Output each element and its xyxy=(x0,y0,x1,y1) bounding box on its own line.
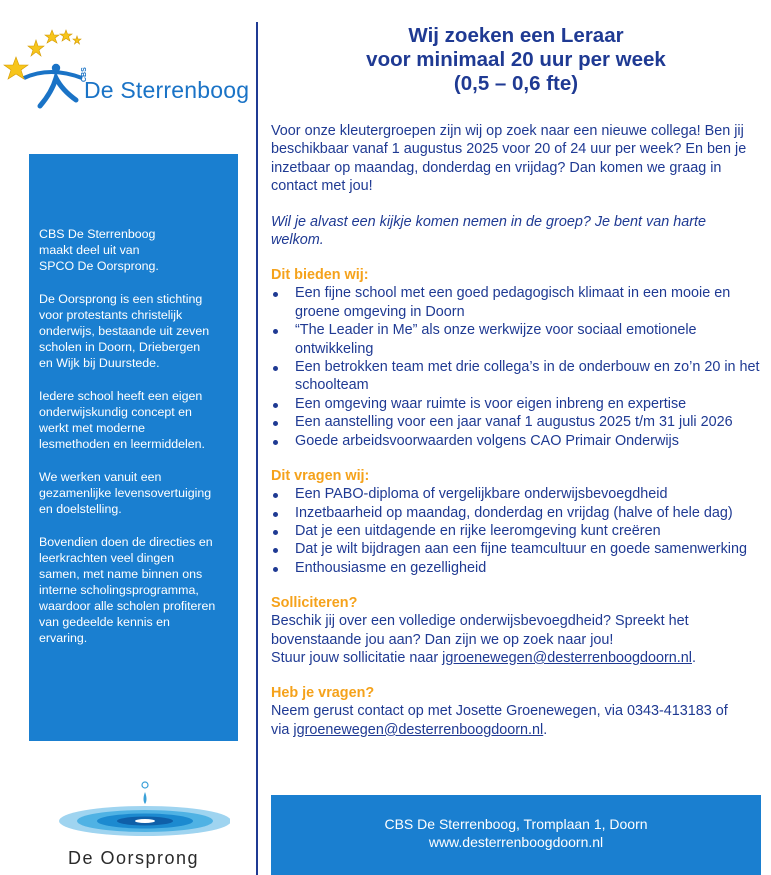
oorsprong-logo xyxy=(50,778,230,873)
logo-prefix: CBS xyxy=(81,67,88,82)
questions-line: Neem gerust contact op met Josette Groenewegen, via 0343-413183 of xyxy=(271,703,728,720)
sterrenboog-logo xyxy=(0,22,250,112)
list-item: Dat je wilt bijdragen aan een fijne teamcultuur en goede samenwerking xyxy=(271,540,761,558)
apply-line: Beschik jij over een volledige onderwijsbevoegdheid? Spreekt het xyxy=(271,613,689,630)
list-item: Een PABO-diploma of vergelijkbare onderwijsbevoegdheid xyxy=(271,485,761,503)
questions-prefix: via xyxy=(271,721,294,738)
offer-heading: Dit bieden wij: xyxy=(271,267,369,284)
main-content xyxy=(271,24,761,756)
apply-prefix: Stuur jouw sollicitatie naar xyxy=(271,649,443,666)
offer-list xyxy=(271,284,761,450)
apply-email-link[interactable]: jgroenewegen@desterrenboogdoorn.nl xyxy=(442,649,693,666)
list-item: Goede arbeidsvoorwaarden volgens CAO Primair Onderwijs xyxy=(271,432,761,450)
questions-block xyxy=(271,702,761,739)
star-icon xyxy=(28,40,44,56)
list-item: Dat je een uitdagende en rijke leeromgeving kunt creëren xyxy=(271,522,761,540)
title-line: Wij zoeken een Leraar xyxy=(408,24,624,47)
sidebar-paragraph: De Oorsprong is een stichting voor protestants christelijk onderwijs, bestaande uit zeven scholen in Doorn, Driebergen en Wijk bij Duurstede. xyxy=(39,292,210,370)
figure-head xyxy=(52,64,60,72)
list-item: Een betrokken team met drie collega’s in de onderbouw en zo’n 20 in het schoolteam xyxy=(271,358,761,395)
sidebar-paragraph: Iedere school heeft een eigen onderwijskundig concept en werkt met moderne lesmethoden en leermiddelen. xyxy=(39,389,206,451)
ask-heading: Dit vragen wij: xyxy=(271,468,370,485)
page-title xyxy=(271,24,761,96)
footer-panel xyxy=(271,795,761,875)
list-item: Een fijne school met een goed pedagogisch klimaat in een mooie en groene omgeving in Doorn xyxy=(271,284,761,321)
questions-suffix: . xyxy=(543,721,548,738)
oorsprong-name: De Oorsprong xyxy=(68,848,200,868)
vertical-divider xyxy=(256,22,258,875)
list-item: Een aanstelling voor een jaar vanaf 1 augustus 2025 t/m 31 juli 2026 xyxy=(271,413,761,431)
apply-heading: Solliciteren? xyxy=(271,595,358,612)
footer-website[interactable]: www.desterrenboogdoorn.nl xyxy=(428,834,604,850)
figure-body xyxy=(40,78,76,106)
footer-address: CBS De Sterrenboog, Tromplaan 1, Doorn xyxy=(384,816,648,832)
logo-name: De Sterrenboog xyxy=(84,77,250,103)
apply-line: bovenstaande jou aan? Dan zijn we op zoek naar jou! xyxy=(271,631,614,648)
apply-suffix: . xyxy=(692,649,697,666)
sidebar-panel xyxy=(29,154,238,741)
questions-email-link[interactable]: jgroenewegen@desterrenboogdoorn.nl xyxy=(293,721,544,738)
star-icon xyxy=(60,30,72,41)
intro-paragraph: Voor onze kleutergroepen zijn wij op zoek naar een nieuwe collega! Ben jij beschikbaar vanaf 1 augustus 2025 voor 20 of 24 uur per week? En ben je inzetbaar op maandag, donderdag en vrijdag? Dan komen we graag in contact met jou! xyxy=(271,123,747,195)
invite-paragraph: Wil je alvast een kijkje komen nemen in de groep? Je bent van harte welkom. xyxy=(271,213,707,249)
water-ripple-icon xyxy=(50,778,230,848)
list-item: Inzetbaarheid op maandag, donderdag en vrijdag (halve of hele dag) xyxy=(271,504,761,522)
star-icon xyxy=(73,36,81,44)
sidebar-paragraph: CBS De Sterrenboog maakt deel uit van SPCO De Oorsprong. xyxy=(39,227,159,273)
list-item: Een omgeving waar ruimte is voor eigen inbreng en expertise xyxy=(271,395,761,413)
star-icon xyxy=(45,30,59,43)
list-item: Enthousiasme en gezelligheid xyxy=(271,559,761,577)
sidebar-paragraph: Bovendien doen de directies en leerkrachten veel dingen samen, met name binnen ons interne scholingsprogramma, waardoor alle scholen profiteren van gedeelde kennis en ervaring. xyxy=(39,535,216,645)
arc-shape xyxy=(24,72,82,78)
title-line: voor minimaal 20 uur per week xyxy=(366,48,666,71)
questions-line xyxy=(271,721,761,739)
sidebar-paragraph: We werken vanuit een gezamenlijke levensovertuiging en doelstelling. xyxy=(39,470,212,516)
apply-block xyxy=(271,612,761,667)
list-item: “The Leader in Me” als onze werkwijze voor sociaal emotionele ontwikkeling xyxy=(271,321,761,358)
ask-list xyxy=(271,485,761,577)
title-line: (0,5 – 0,6 fte) xyxy=(453,72,579,95)
questions-heading: Heb je vragen? xyxy=(271,685,375,702)
apply-line xyxy=(271,649,761,667)
